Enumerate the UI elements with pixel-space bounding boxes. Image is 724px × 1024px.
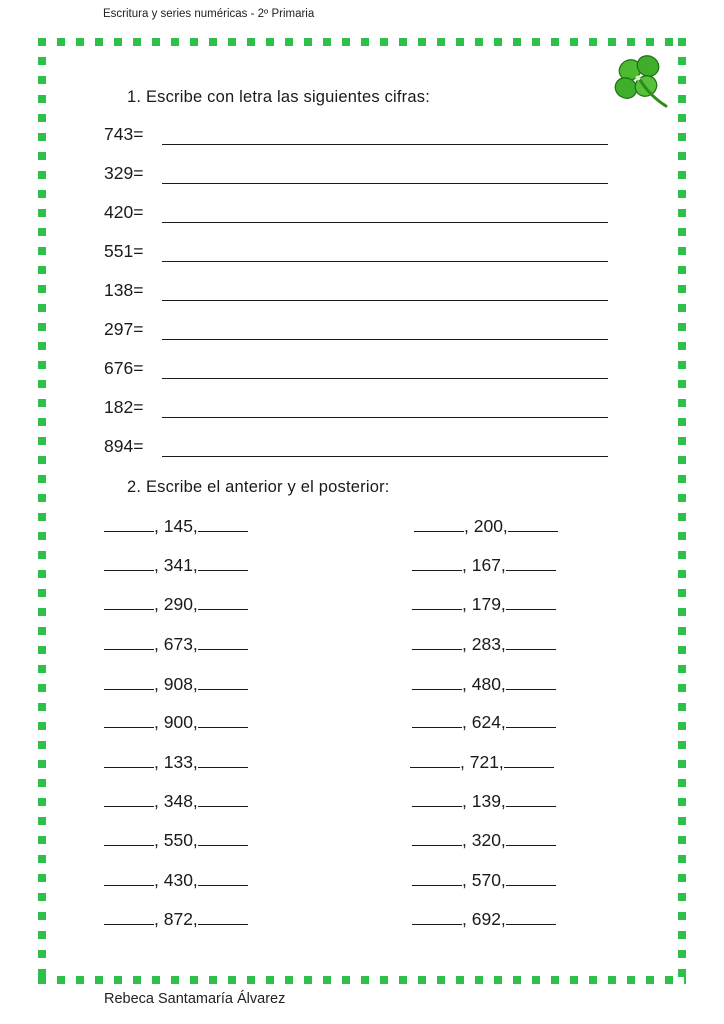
- sequence-number: , 341,: [154, 555, 198, 575]
- sequence-item: [104, 710, 248, 734]
- answer-line: [162, 144, 608, 145]
- sequence-number: , 480,: [462, 674, 506, 694]
- number-label: 894=: [104, 436, 144, 456]
- blank-before: [412, 592, 462, 610]
- sequence-number: , 872,: [154, 909, 198, 929]
- blank-after: [506, 553, 556, 571]
- sequence-item: [104, 672, 248, 696]
- blank-after: [198, 672, 248, 690]
- blank-before: [410, 750, 460, 768]
- sequence-number: , 320,: [462, 830, 506, 850]
- border-top: [38, 38, 686, 46]
- sequence-item: [104, 514, 248, 538]
- author-footer: Rebeca Santamaría Álvarez: [104, 991, 286, 1007]
- sequence-item: [412, 553, 556, 577]
- sequence-item: [104, 632, 248, 656]
- blank-before: [412, 710, 462, 728]
- sequence-item: [104, 868, 248, 892]
- number-label: 743=: [104, 124, 144, 144]
- sequence-number: , 145,: [154, 516, 198, 536]
- write-row: [104, 202, 614, 226]
- sequence-item: [414, 514, 558, 538]
- sequence-item: [412, 672, 556, 696]
- blank-after: [198, 592, 248, 610]
- sequence-item: [104, 828, 248, 852]
- blank-after: [506, 592, 556, 610]
- blank-after: [506, 789, 556, 807]
- sequence-number: , 283,: [462, 634, 506, 654]
- write-row: [104, 280, 614, 304]
- blank-before: [412, 868, 462, 886]
- write-row: [104, 397, 614, 421]
- border-left: [38, 38, 46, 984]
- answer-line: [162, 417, 608, 418]
- number-label: 329=: [104, 163, 144, 183]
- sequence-item: [412, 907, 556, 931]
- write-row: [104, 358, 614, 382]
- write-row: [104, 163, 614, 187]
- blank-before: [414, 514, 464, 532]
- blank-before: [412, 828, 462, 846]
- write-row: [104, 319, 614, 343]
- blank-before: [412, 789, 462, 807]
- write-row: [104, 241, 614, 265]
- answer-line: [162, 339, 608, 340]
- four-leaf-clover-icon: [610, 52, 672, 114]
- blank-after: [198, 828, 248, 846]
- sequence-number: , 624,: [462, 712, 506, 732]
- border-right: [678, 38, 686, 984]
- blank-before: [104, 672, 154, 690]
- sequence-number: , 179,: [462, 594, 506, 614]
- sequence-item: [412, 710, 556, 734]
- blank-after: [504, 750, 554, 768]
- blank-after: [198, 514, 248, 532]
- blank-before: [104, 750, 154, 768]
- number-label: 297=: [104, 319, 144, 339]
- sequence-item: [412, 632, 556, 656]
- sequence-item: [412, 868, 556, 892]
- sequence-number: , 908,: [154, 674, 198, 694]
- sequence-item: [412, 592, 556, 616]
- sequence-item: [104, 750, 248, 774]
- sequence-number: , 290,: [154, 594, 198, 614]
- blank-before: [412, 553, 462, 571]
- sequence-item: [104, 592, 248, 616]
- blank-after: [506, 828, 556, 846]
- sequence-number: , 348,: [154, 791, 198, 811]
- answer-line: [162, 183, 608, 184]
- answer-line: [162, 456, 608, 457]
- blank-before: [104, 592, 154, 610]
- write-row: [104, 124, 614, 148]
- number-label: 420=: [104, 202, 144, 222]
- answer-line: [162, 222, 608, 223]
- sequence-number: , 200,: [464, 516, 508, 536]
- answer-line: [162, 261, 608, 262]
- sequence-item: [104, 553, 248, 577]
- answer-line: [162, 300, 608, 301]
- blank-before: [412, 632, 462, 650]
- answer-line: [162, 378, 608, 379]
- blank-after: [198, 868, 248, 886]
- blank-after: [198, 710, 248, 728]
- sequence-item: [410, 750, 554, 774]
- blank-before: [104, 632, 154, 650]
- border-bottom: [38, 976, 686, 984]
- number-label: 676=: [104, 358, 144, 378]
- sequence-item: [104, 907, 248, 931]
- blank-before: [412, 907, 462, 925]
- blank-after: [506, 907, 556, 925]
- blank-after: [198, 789, 248, 807]
- sequence-item: [412, 828, 556, 852]
- blank-before: [104, 553, 154, 571]
- number-label: 138=: [104, 280, 144, 300]
- blank-after: [508, 514, 558, 532]
- sequence-number: , 550,: [154, 830, 198, 850]
- sequence-number: , 430,: [154, 870, 198, 890]
- blank-after: [506, 868, 556, 886]
- blank-before: [104, 789, 154, 807]
- blank-after: [198, 907, 248, 925]
- sequence-number: , 133,: [154, 752, 198, 772]
- blank-after: [198, 553, 248, 571]
- number-label: 182=: [104, 397, 144, 417]
- number-label: 551=: [104, 241, 144, 261]
- sequence-number: , 570,: [462, 870, 506, 890]
- sequence-number: , 167,: [462, 555, 506, 575]
- sequence-number: , 721,: [460, 752, 504, 772]
- blank-after: [506, 710, 556, 728]
- sequence-number: , 673,: [154, 634, 198, 654]
- document-header: Escritura y series numéricas - 2º Primaria: [103, 8, 315, 20]
- blank-before: [104, 868, 154, 886]
- blank-after: [506, 632, 556, 650]
- sequence-item: [412, 789, 556, 813]
- exercise-2-title: 2. Escribe el anterior y el posterior:: [127, 478, 390, 496]
- blank-before: [412, 672, 462, 690]
- blank-before: [104, 514, 154, 532]
- blank-after: [198, 632, 248, 650]
- blank-after: [506, 672, 556, 690]
- sequence-number: , 692,: [462, 909, 506, 929]
- sequence-item: [104, 789, 248, 813]
- blank-before: [104, 828, 154, 846]
- blank-before: [104, 710, 154, 728]
- exercise-1-title: 1. Escribe con letra las siguientes cifras:: [127, 88, 430, 106]
- blank-before: [104, 907, 154, 925]
- write-row: [104, 436, 614, 460]
- sequence-number: , 139,: [462, 791, 506, 811]
- blank-after: [198, 750, 248, 768]
- sequence-number: , 900,: [154, 712, 198, 732]
